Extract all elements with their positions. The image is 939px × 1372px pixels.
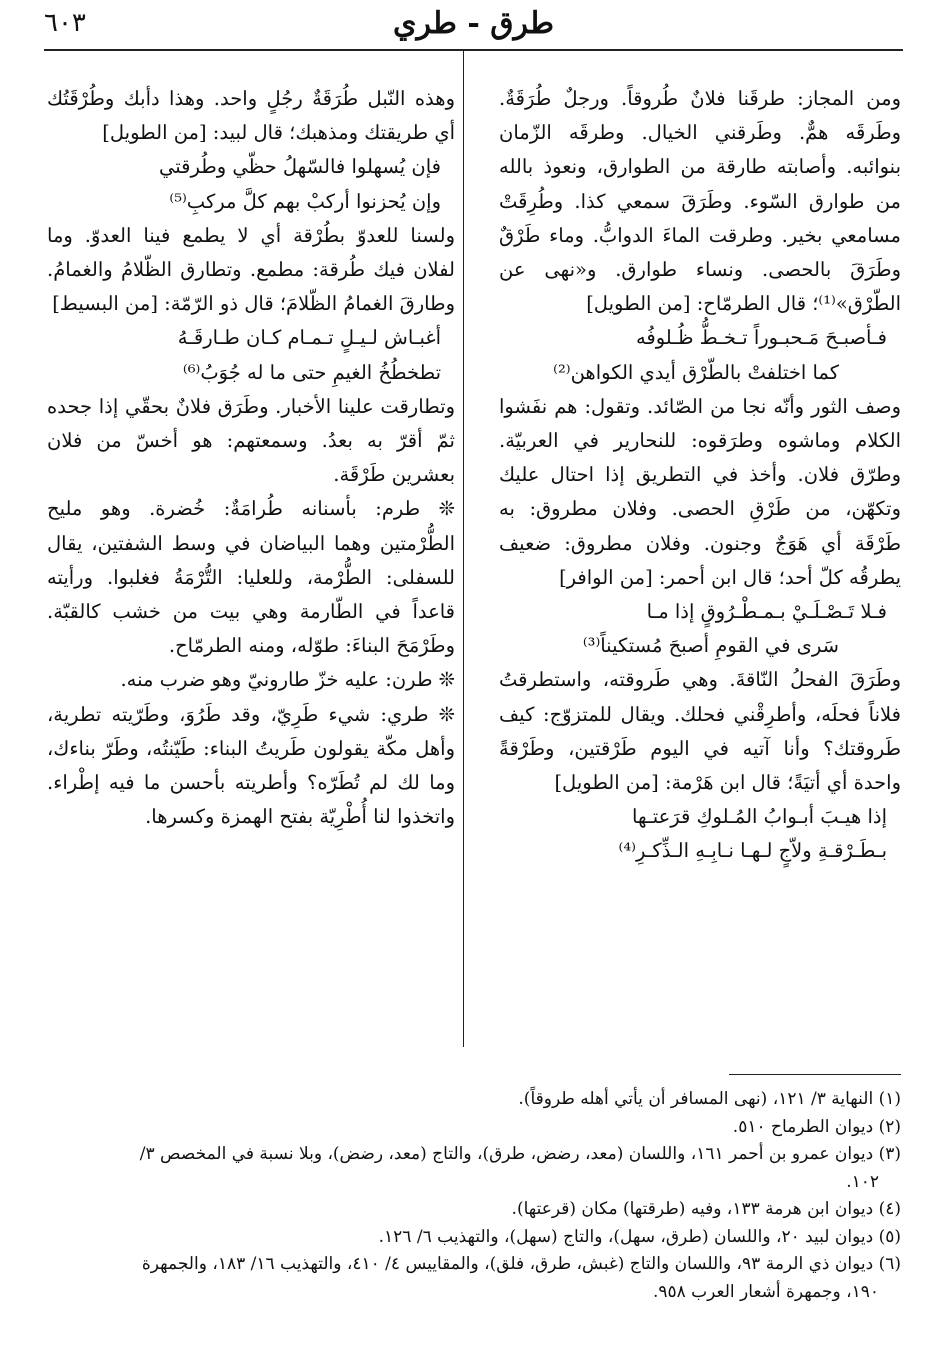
verse-line: وإن يُحزنوا أركبْ بهم كلَّ مركبِ⁽⁵⁾: [169, 189, 441, 213]
verse-line: تطخطُخُ الغيمِ حتى ما له جُوَبُ⁽⁶⁾: [182, 360, 441, 384]
footnote: (٤) ديوان ابن هرمة ١٣٣، وفيه (طرقتها) مكان (قرعتها).: [511, 1199, 901, 1219]
column-divider: [463, 50, 464, 1047]
dictionary-entry-tarn: ❊ طرن: عليه خزّ طارونيّ وهو ضرب منه.: [120, 668, 455, 692]
verse-line: فإن يُسهلوا فالسّهلُ حظّي وطُرقتي: [159, 155, 441, 179]
paragraph: وطَرَقَ الفحلُ النّاقةَ. وهي طَروقته، واستطرقتُ فلاناً فحلَه، وأطرِقْني فحلك. ويقال للمتزوّج: كيف طَروقتك؟ وأنا آتيه في اليوم طَرْقتين، وطَرْقةً واحدة أي أتيَةً؛ قال ابن هَرْمة: [من الطويل]: [499, 668, 901, 795]
paragraph: ومن المجاز: طرقَنا فلانٌ طُروقاً. ورجلٌ طُرَقَةٌ. وطَرقَه همٌّ. وطَرقني الخيال. وطرقَه الزّمان بنوائبه. وأصابته طارقة من الطوارق، ونعوذ بالله من طوارق السّوء. وطَرَقَ سمعي كذا. وطُرِقَتْ مسامعي بخير. وطرقت الماءَ الدوابُّ. وماء طَرْقٌ وطَرَقَ بالحصى. ونساء طوارق. و«نهى عن الطّرْق»⁽¹⁾؛ قال الطرمّاح: [من الطويل]: [499, 87, 901, 316]
paragraph: وهذه النّبل طُرَقَةٌ رجُلٍ واحد. وهذا دأبك وطُرْقَتُك أي طريقتك ومذهبك؛ قال لبيد: [من الطويل]: [47, 87, 455, 145]
verse-line: أغبـاش لـيـلٍ تـمـام كـان طـارقَـهُ: [177, 326, 441, 350]
footnote-continuation: ١٩٠، وجمهرة أشعار العرب ٩٥٨.: [652, 1281, 879, 1302]
left-column: [47, 82, 455, 834]
page-header: [44, 6, 903, 46]
footnote: (٦) ديوان ذي الرمة ٩٣، واللسان والتاج (غبش، طرق، فلق)، والمقاييس ٤/ ٤١٠، والتهذيب ١٦/ ١٨٣، والجمهرة: [141, 1254, 901, 1274]
verse-line: فـأصبـحَ مَـحبـوراً تـخـطُّ ظُـلوفُه: [635, 326, 887, 350]
paragraph: وصف الثور وأنّه نجا من الصّائد. وتقول: هم نفَشوا الكلام وماشوه وطرَقوه: للنحارير في العربيّة. وطرّق فلان. وأخذ في التطريق إذا احتال عليك وتكهّن، من طَرْقِ الحصى. وفلان مطروق: به طَرْقَة أي هَوَجٌ وجنون. وفلان مطروق: ضعيف يطرقُه كلّ أحد؛ قال ابن أحمر: [من الوافر]: [499, 394, 901, 589]
page-number: ٦٠٣: [44, 8, 86, 38]
running-title: طرق - طري: [393, 6, 554, 41]
verse-line: سَرى في القومِ أصبحَ مُستكيناً⁽³⁾: [582, 634, 839, 658]
footnote: (٣) ديوان عمرو بن أحمر ١٦١، واللسان (معد، رضض، طرق)، والتاج (معد، رضض)، وبلا نسبة في المخصص ٣/: [139, 1144, 901, 1164]
verse-line: إذا هيـبَ أبـوابُ المُـلوكِ قرَعتـها: [632, 805, 887, 829]
verse-line: فـلا تَـصْـلَـيْ بـمـطْـرُوقٍ إذا مـا: [646, 600, 887, 624]
verse-line: كما اختلفتْ بالطّرْق أيدي الكواهن⁽²⁾: [553, 360, 839, 384]
footnote-rule: [729, 1074, 901, 1075]
footnote: (٥) ديوان لبيد ٢٠، واللسان (طرق، سهل)، والتاج (سهل)، والتهذيب ٦/ ١٢٦.: [378, 1226, 901, 1247]
right-column: [499, 82, 901, 869]
footnotes: [71, 1086, 901, 1306]
dictionary-entry-tarm: ❊ طرم: بأسنانه طُرامَةٌ: خُضرة. وهو مليح الطُّرْمتين وهما البياضان في وسط الشفتين، يقال للسفلى: الطُّرْمة، وللعليا: التُّرْمَةُ فغلبوا. ورأيته قاعداً في الطّارمة وهي بيت من خشب كالقبّة. وطَرْمَحَ البناءَ: طوّله، ومنه الطرمّاح.: [47, 497, 455, 658]
footnote-continuation: ١٠٢.: [846, 1171, 879, 1192]
paragraph: ولسنا للعدوّ بطُرْقة أي لا يطمع فينا العدوّ. وما لفلان فيك طُرقة: مطمع. وتطارق الظّلامُ والغمامُ. وطارقَ الغمامُ الظّلامَ؛ قال ذو الرّمّة: [من البسيط]: [47, 223, 455, 316]
paragraph: وتطارقت علينا الأخبار. وطَرَق فلانٌ بحقّي إذا جحده ثمّ أقرّ به بعدُ. وسمعتهم: هو أخسّ من فلان بعشرين طَرْقَة.: [47, 394, 455, 487]
footnote: (١) النهاية ٣/ ١٢١، (نهى المسافر أن يأتي أهله طروقاً).: [518, 1089, 901, 1109]
dictionary-entry-tari: ❊ طري: شيء طَرِيّ، وقد طَرُوَ، وطَرّيته تطرية، وأهل مكّة يقولون طَريتُ البناء: طَيّنتُه، وطَرّ بناءك، وما لك لم تُطَرّه؟ وأطريته بأحسن ما فيه إطْراء. واتخذوا لنا أُطْرِيّة بفتح الهمزة وكسرها.: [47, 702, 455, 829]
footnote: (٢) ديوان الطرماح ٥١٠.: [732, 1116, 901, 1137]
header-rule: [44, 49, 903, 51]
verse-line: بـطَـرْقـةِ ولاّجٍ لـهـا نـابِـهِ الـذِّكـرِ⁽⁴⁾: [618, 839, 887, 863]
